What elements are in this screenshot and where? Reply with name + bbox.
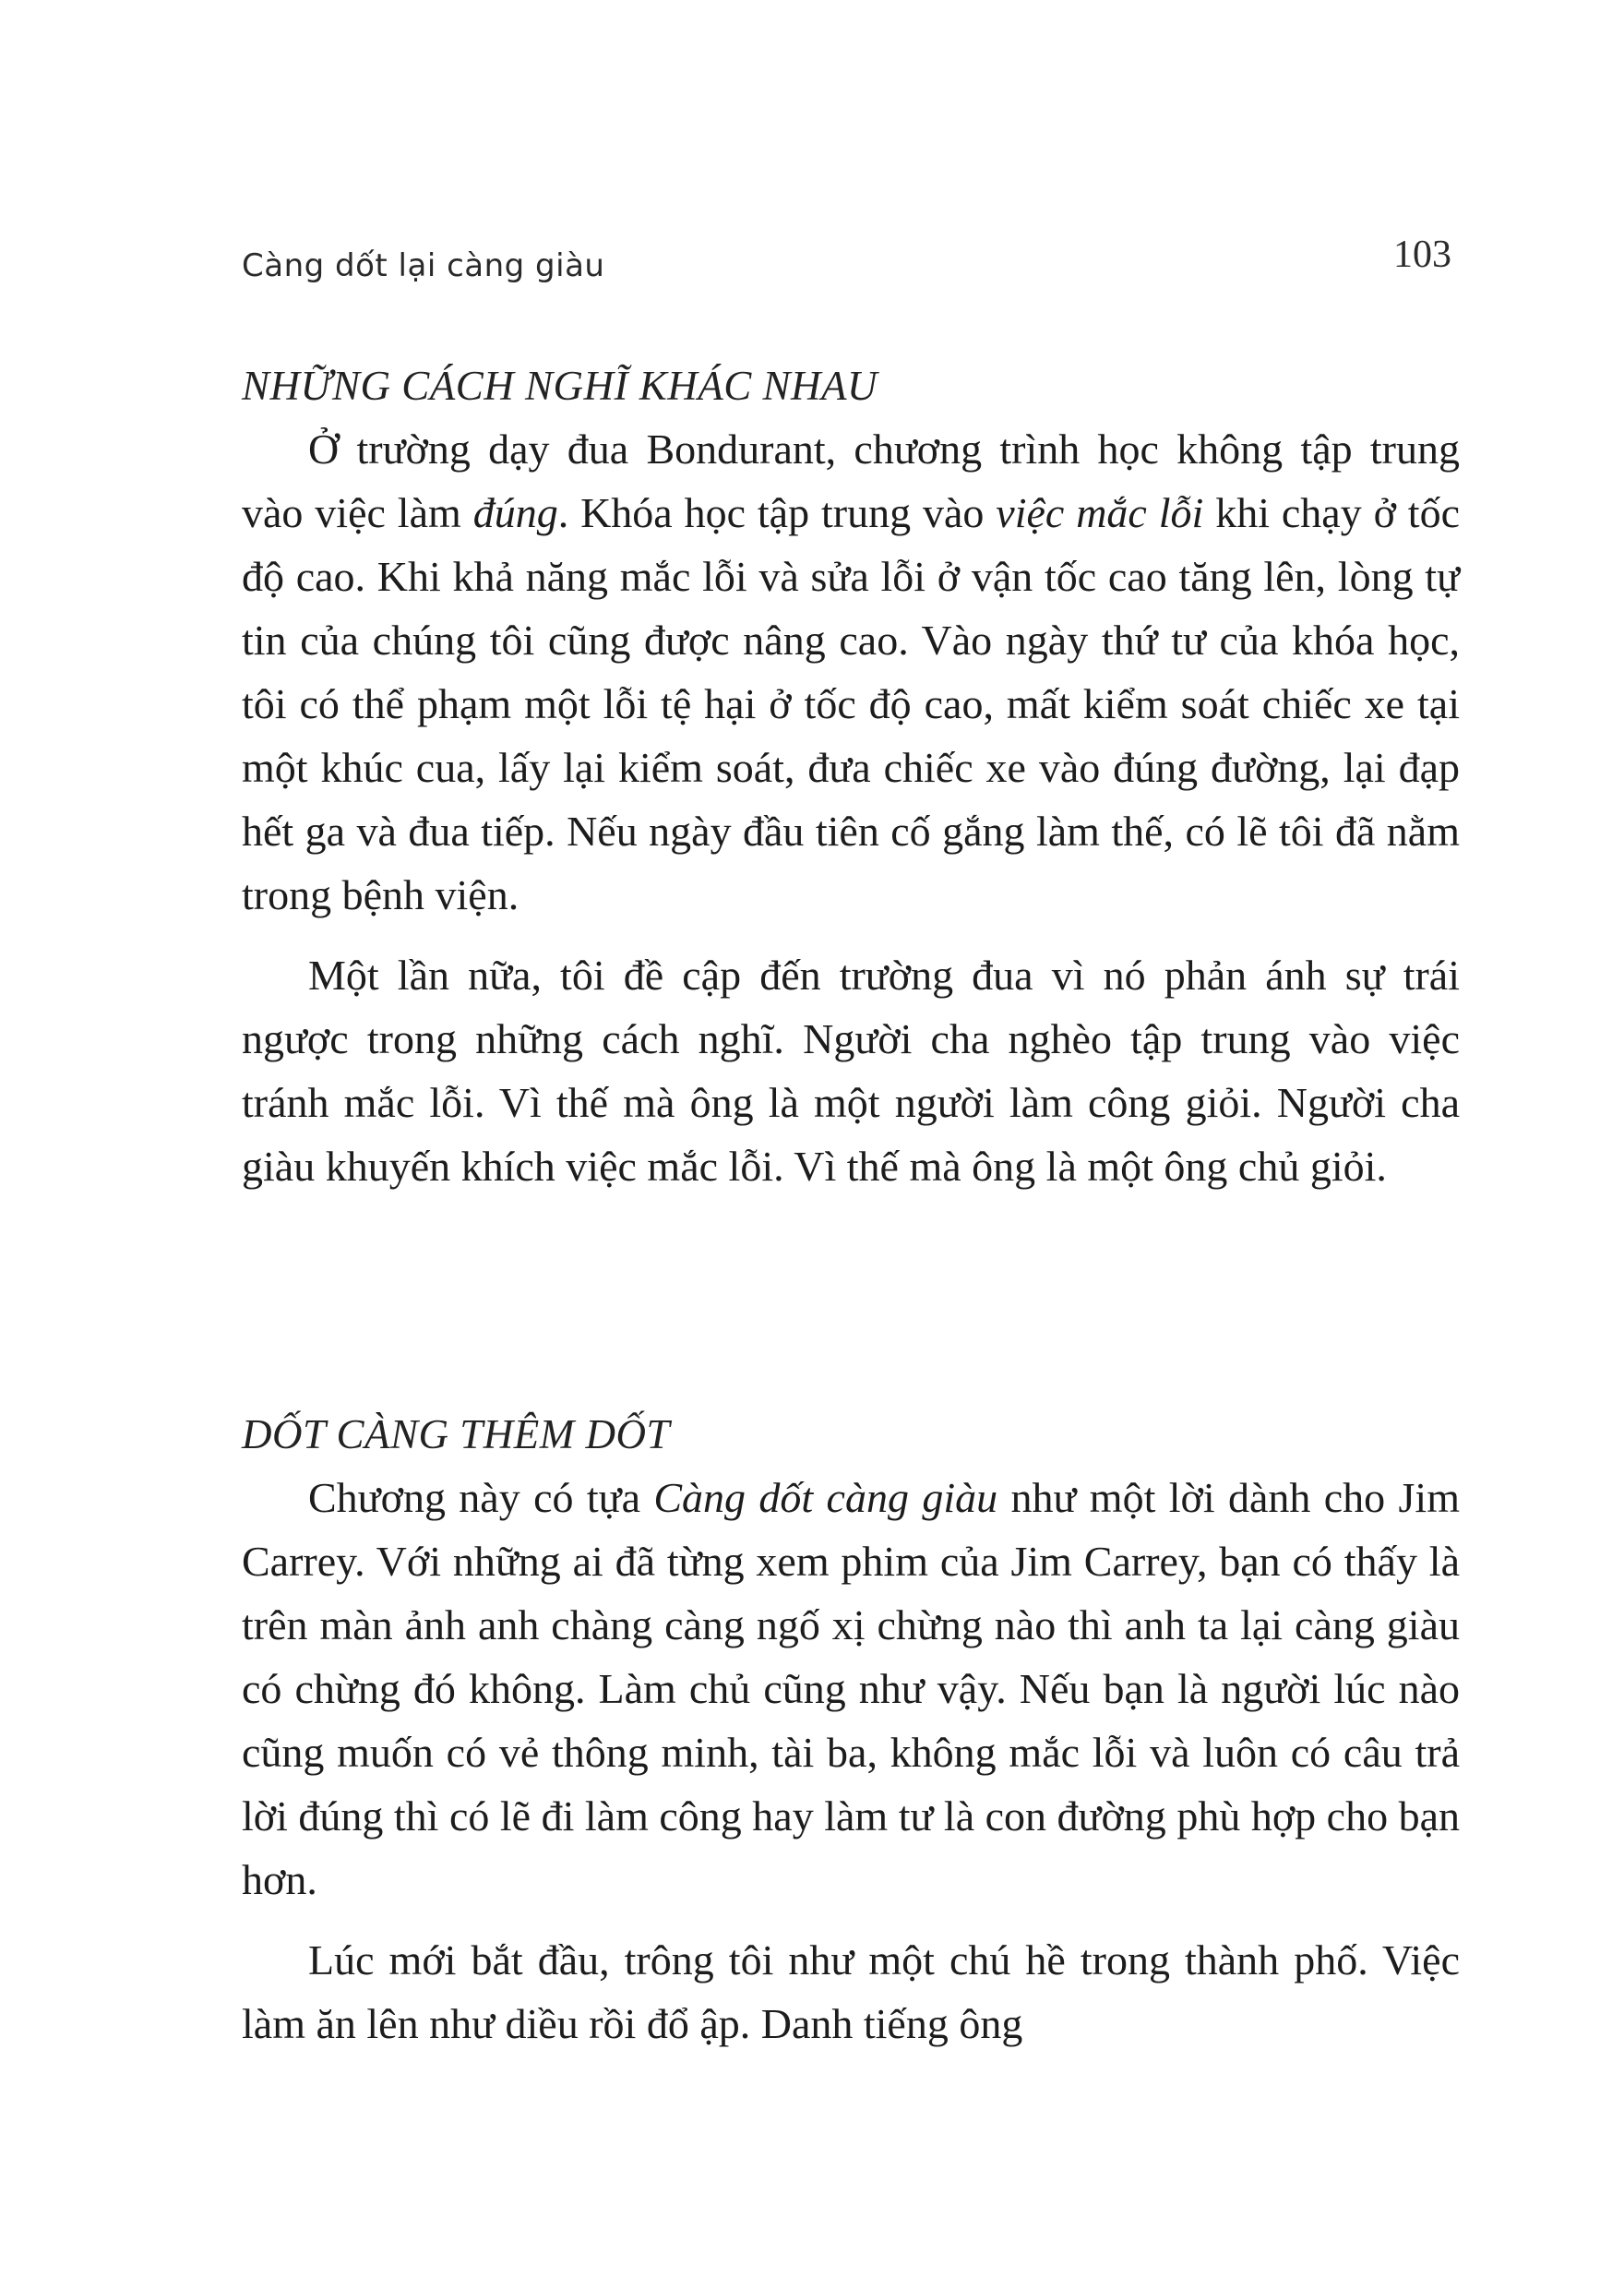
- paragraph: [242, 1466, 1460, 1911]
- paragraph: Lúc mới bắt đầu, trông tôi như một chú hề trong thành phố. Việc làm ăn lên như diều rồi đổ ập. Danh tiếng ông: [242, 1936, 1460, 2047]
- paragraph-text: khi chạy ở tốc độ cao. Khi khả năng mắc lỗi và sửa lỗi ở vận tốc cao tăng lên, lòng tự tin của chúng tôi cũng được nâng cao. Vào ngày thứ tư của khóa học, tôi có thể phạm một lỗi tệ hại ở tốc độ cao, mất kiểm soát chiếc xe tại một khúc cua, lấy lại kiểm soát, đưa chiếc xe vào đúng đường, lại đạp hết ga và đua tiếp. Nếu ngày đầu tiên cố gắng làm thế, có lẽ tôi đã nằm trong bệnh viện.: [242, 489, 1461, 918]
- paragraph-text: Ở trường dạy đua Bondurant, chương trình học không tập trung vào việc làm: [242, 425, 1460, 536]
- emphasis-text: việc mắc lỗi: [996, 489, 1204, 536]
- section-heading: NHỮNG CÁCH NGHĨ KHÁC NHAU: [242, 363, 878, 409]
- section-different-ways-of-thinking: [242, 362, 1460, 1215]
- paragraph-text: như một lời dành cho Jim Carrey. Với những ai đã từng xem phim của Jim Carrey, bạn có thấy là trên màn ảnh anh chàng càng ngố xị chừng nào thì anh ta lại càng giàu có chừng đó không. Làm chủ cũng như vậy. Nếu bạn là người lúc nào cũng muốn có vẻ thông minh, tài ba, không mắc lỗi và luôn có câu trả lời đúng thì có lẽ đi làm công hay làm tư là con đường phù hợp cho bạn hơn.: [242, 1474, 1460, 1903]
- paragraph-text: . Khóa học tập trung vào: [557, 489, 997, 536]
- emphasis-text: đúng: [472, 489, 558, 536]
- paragraph: Một lần nữa, tôi đề cập đến trường đua vì nó phản ánh sự trái ngược trong những cách nghĩ. Người cha nghèo tập trung vào việc tránh mắc lỗi. Vì thế mà ông là một người làm công giỏi. Người cha giàu khuyến khích việc mắc lỗi. Vì thế mà ông là một ông chủ giỏi.: [242, 952, 1460, 1190]
- page-number: 103: [1393, 234, 1451, 276]
- emphasis-text: Càng dốt càng giàu: [653, 1474, 998, 1521]
- paragraph: [242, 417, 1460, 927]
- section-heading: DỐT CÀNG THÊM DỐT: [242, 1411, 670, 1457]
- running-header: Càng dốt lại càng giàu: [242, 247, 605, 284]
- paragraph-text: Chương này có tựa: [308, 1474, 654, 1521]
- section-dumber-and-dumber: [242, 1410, 1460, 2072]
